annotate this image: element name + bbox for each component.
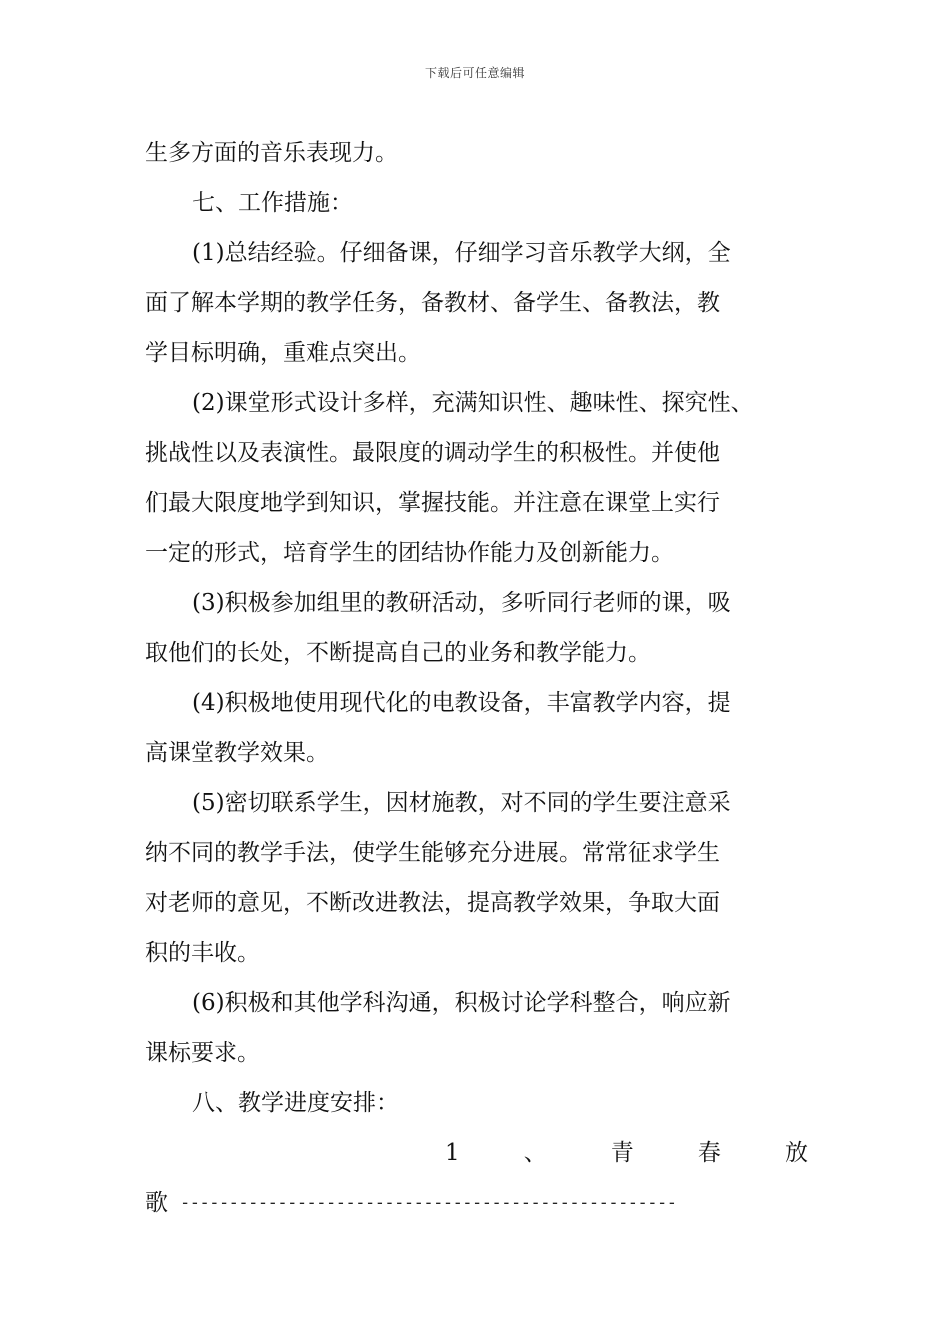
- paragraph-line: 学目标明确，重难点突出。: [145, 340, 421, 366]
- paragraph-line: (6)积极和其他学科沟通，积极讨论学科整合，响应新: [192, 990, 731, 1016]
- schedule-item-char: 歌: [145, 1190, 168, 1216]
- paragraph-line: 一定的形式，培育学生的团结协作能力及创新能力。: [145, 540, 674, 566]
- paragraph-line: 课标要求。: [145, 1040, 260, 1066]
- schedule-item-number: 1: [445, 1140, 460, 1166]
- paragraph-line: (5)密切联系学生，因材施教，对不同的学生要注意采: [192, 790, 731, 816]
- paragraph-line: 纳不同的教学手法，使学生能够充分进展。常常征求学生: [145, 840, 720, 866]
- paragraph-line: 们最大限度地学到知识，掌握技能。并注意在课堂上实行: [145, 490, 720, 516]
- paragraph-line: 取他们的长处，不断提高自己的业务和教学能力。: [145, 640, 651, 666]
- paragraph-line: 面了解本学期的教学任务，备教材、备学生、备教法，教: [145, 290, 720, 316]
- schedule-item-1-leader: [145, 1178, 810, 1228]
- paragraph-line: (4)积极地使用现代化的电教设备，丰富教学内容，提: [192, 690, 731, 716]
- page-header: 下载后可任意编辑: [424, 66, 525, 80]
- paragraph-line: 生多方面的音乐表现力。: [145, 140, 398, 166]
- dotted-leader: ---------------------------------------------------: [180, 1193, 677, 1213]
- paragraph-line: (1)总结经验。仔细备课，仔细学习音乐教学大纲，全: [192, 240, 731, 266]
- paragraph-line: 挑战性以及表演性。最限度的调动学生的积极性。并使他: [145, 440, 720, 466]
- section-heading-schedule: 八、教学进度安排：: [192, 1090, 399, 1116]
- paragraph-line: 积的丰收。: [145, 940, 260, 966]
- schedule-item-1-title: [145, 1128, 810, 1178]
- section-heading-measures: 七、工作措施：: [192, 190, 353, 216]
- schedule-item-separator: 、: [523, 1140, 547, 1166]
- paragraph-line: 对老师的意见，不断改进教法，提高教学效果，争取大面: [145, 890, 720, 916]
- paragraph-line: (3)积极参加组里的教研活动，多听同行老师的课，吸: [192, 590, 731, 616]
- paragraph-line: 高课堂教学效果。: [145, 740, 329, 766]
- document-body: [145, 128, 810, 1228]
- paragraph-line: (2)课堂形式设计多样，充满知识性、趣味性、探究性、: [192, 390, 754, 416]
- schedule-item-char: 春: [697, 1140, 721, 1166]
- schedule-item-char: 放: [784, 1140, 808, 1166]
- schedule-item-char: 青: [610, 1140, 634, 1166]
